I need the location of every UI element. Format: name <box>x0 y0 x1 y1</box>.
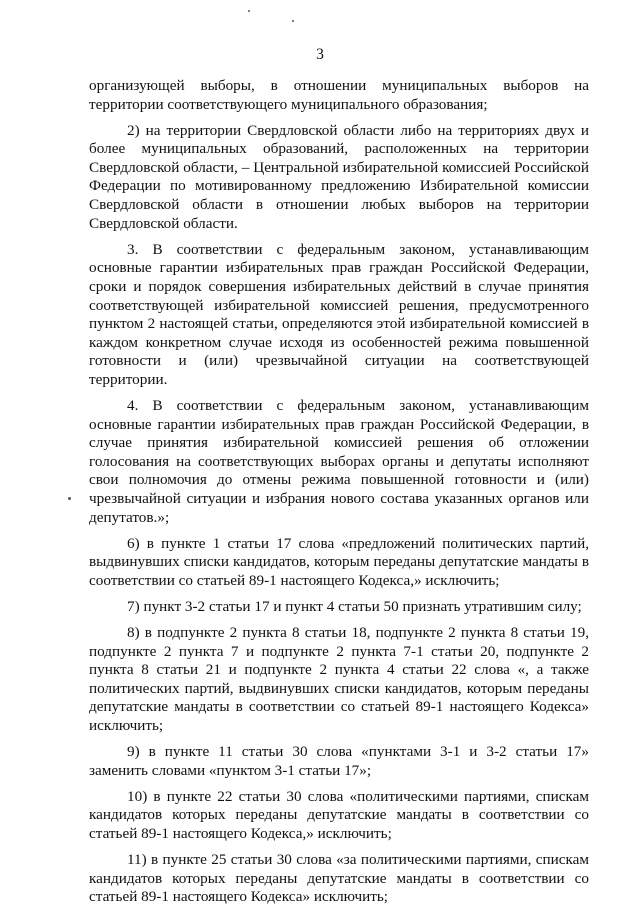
paragraph-item-6: 6) в пункте 1 статьи 17 слова «предложений политических партий, выдвинувших списки кандидатов, которым переданы депутатские мандаты в соответствии со статьей 89-1 настоящего Кодекса,» исключить; <box>89 534 589 589</box>
paragraph-item-11: 11) в пункте 25 статьи 30 слова «за политическими партиями, спискам кандидатов которых переданы депутатские мандаты в соответствии со статьей 89-1 настоящего Кодекса» исключить; <box>89 851 589 906</box>
paragraph-item-10: 10) в пункте 22 статьи 30 слова «политическими партиями, спискам кандидатов которых переданы депутатские мандаты в соответствии со статьей 89-1 настоящего Кодекса,» исключить; <box>89 787 589 842</box>
paragraph-item-8: 8) в подпункте 2 пункта 8 статьи 18, подпункте 2 пункта 8 статьи 19, подпункте 2 пункта 7 и подпункте 2 пункта 7-1 статьи 20, подпункте 2 пункта 8 статьи 21 и подпункте 2 пункта 4 статьи 22 слова «, а также политических партий, выдвинувших списки кандидатов, которым переданы депутатские мандаты в соответствии со статьей 89-1 настоящего Кодекса» исключить; <box>89 624 589 734</box>
document-body <box>89 77 589 914</box>
paragraph-item-2: 2) на территории Свердловской области либо на территориях двух и более муниципальных образований, расположенных на территории Свердловской области, – Центральной избирательной комиссией Российской Федерации по мотивированному предложению Избирательной комиссии Свердловской области в отношении любых выборов на территории Свердловской области. <box>89 121 589 232</box>
paragraph-point-3: 3. В соответствии с федеральным законом, устанавливающим основные гарантии избирательных прав граждан Российской Федерации, сроки и порядок совершения избирательных действий в случае принятия соответствующей избирательной комиссией решения, предусмотренного пунктом 2 настоящей статьи, определяются этой избирательной комиссией в каждом конкретном случае исходя из особенностей режима повышенной готовности и (или) чрезвычайной ситуации на соответствующей территории. <box>89 240 589 388</box>
paragraph-item-9: 9) в пункте 11 статьи 30 слова «пунктами 3-1 и 3-2 статьи 17» заменить словами «пунктом 3-1 статьи 17»; <box>89 743 589 779</box>
paragraph-continuation: организующей выборы, в отношении муниципальных выборов на территории соответствующего муниципального образования; <box>89 77 589 113</box>
scan-speck <box>292 20 294 22</box>
paragraph-point-4: 4. В соответствии с федеральным законом, устанавливающим основные гарантии избирательных прав граждан Российской Федерации, в случае принятия избирательной комиссией решения об отложении голосования на соответствующих выборах органы и депутаты исполняют свои полномочия до отмены режима повышенной готовности и (или) чрезвычайной ситуации и избрания нового состава указанных органов или депутатов.»; <box>89 397 589 526</box>
scan-speck <box>68 497 71 500</box>
scan-speck <box>248 10 250 12</box>
paragraph-item-7: 7) пункт 3-2 статьи 17 и пункт 4 статьи 50 признать утратившим силу; <box>127 597 582 615</box>
page-number: 3 <box>316 46 324 63</box>
